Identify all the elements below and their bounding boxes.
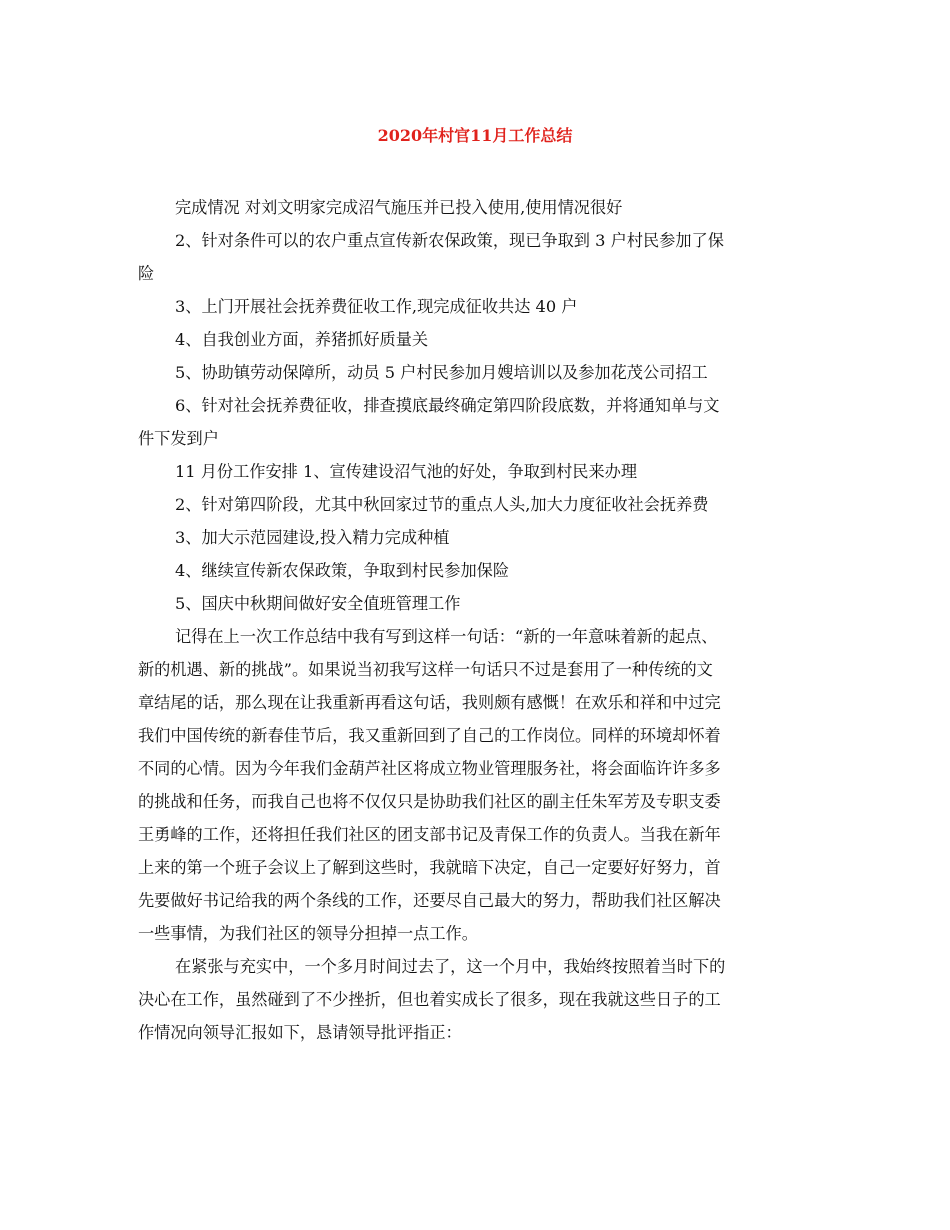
body-line: 2、针对条件可以的农户重点宣传新农保政策，现已争取到 3 户村民参加了保 xyxy=(175,231,724,250)
body-line: 5、国庆中秋期间做好安全值班管理工作 xyxy=(175,594,461,613)
body-line: 王勇峰的工作，还将担任我们社区的团支部书记及青保工作的负责人。当我在新年 xyxy=(138,825,721,844)
body-line: 在紧张与充实中，一个多月时间过去了，这一个月中，我始终按照着当时下的 xyxy=(175,957,726,976)
body-line: 4、继续宣传新农保政策，争取到村民参加保险 xyxy=(175,561,510,580)
body-line: 2、针对第四阶段，尤其中秋回家过节的重点人头,加大力度征收社会抚养费 xyxy=(175,495,709,514)
document-body xyxy=(138,191,818,1049)
body-line: 的挑战和任务，而我自己也将不仅仅只是协助我们社区的副主任朱军芳及专职支委 xyxy=(138,792,721,811)
body-line: 一些事情，为我们社区的领导分担掉一点工作。 xyxy=(138,924,478,943)
body-line: 险 xyxy=(138,264,155,283)
body-line: 6、针对社会抚养费征收，排查摸底最终确定第四阶段底数，并将通知单与文 xyxy=(175,396,720,415)
body-line: 我们中国传统的新春佳节后，我又重新回到了自己的工作岗位。同样的环境却怀着 xyxy=(138,726,721,745)
body-line: 记得在上一次工作总结中我有写到这样一句话：“新的一年意味着新的起点、 xyxy=(175,627,718,646)
document-title: 2020年村官11月工作总结 xyxy=(377,126,573,145)
body-line: 作情况向领导汇报如下，恳请领导批评指正： xyxy=(138,1023,462,1042)
body-line: 4、自我创业方面，养猪抓好质量关 xyxy=(175,330,429,349)
body-line: 决心在工作，虽然碰到了不少挫折，但也着实成长了很多，现在我就这些日子的工 xyxy=(138,990,721,1009)
body-line: 上来的第一个班子会议上了解到这些时，我就暗下决定，自己一定要好好努力，首 xyxy=(138,858,721,877)
body-line: 11 月份工作安排 1、宣传建设沼气池的好处，争取到村民来办理 xyxy=(175,462,638,481)
body-line: 3、加大示范园建设,投入精力完成种植 xyxy=(175,528,450,547)
body-line: 不同的心情。因为今年我们金葫芦社区将成立物业管理服务社，将会面临许许多多 xyxy=(138,759,721,778)
body-line: 新的机遇、新的挑战”。如果说当初我写这样一句话只不过是套用了一种传统的文 xyxy=(138,660,713,679)
body-line: 章结尾的话，那么现在让我重新再看这句话，我则颇有感慨！在欢乐和祥和中过完 xyxy=(138,693,721,712)
body-line: 5、协助镇劳动保障所，动员 5 户村民参加月嫂培训以及参加花茂公司招工 xyxy=(175,363,708,382)
body-line: 件下发到户 xyxy=(138,429,219,448)
body-line: 先要做好书记给我的两个条线的工作，还要尽自己最大的努力，帮助我们社区解决 xyxy=(138,891,721,910)
body-line: 完成情况 对刘文明家完成沼气施压并已投入使用,使用情况很好 xyxy=(175,198,623,217)
body-line: 3、上门开展社会抚养费征收工作,现完成征收共达 40 户 xyxy=(175,297,578,316)
